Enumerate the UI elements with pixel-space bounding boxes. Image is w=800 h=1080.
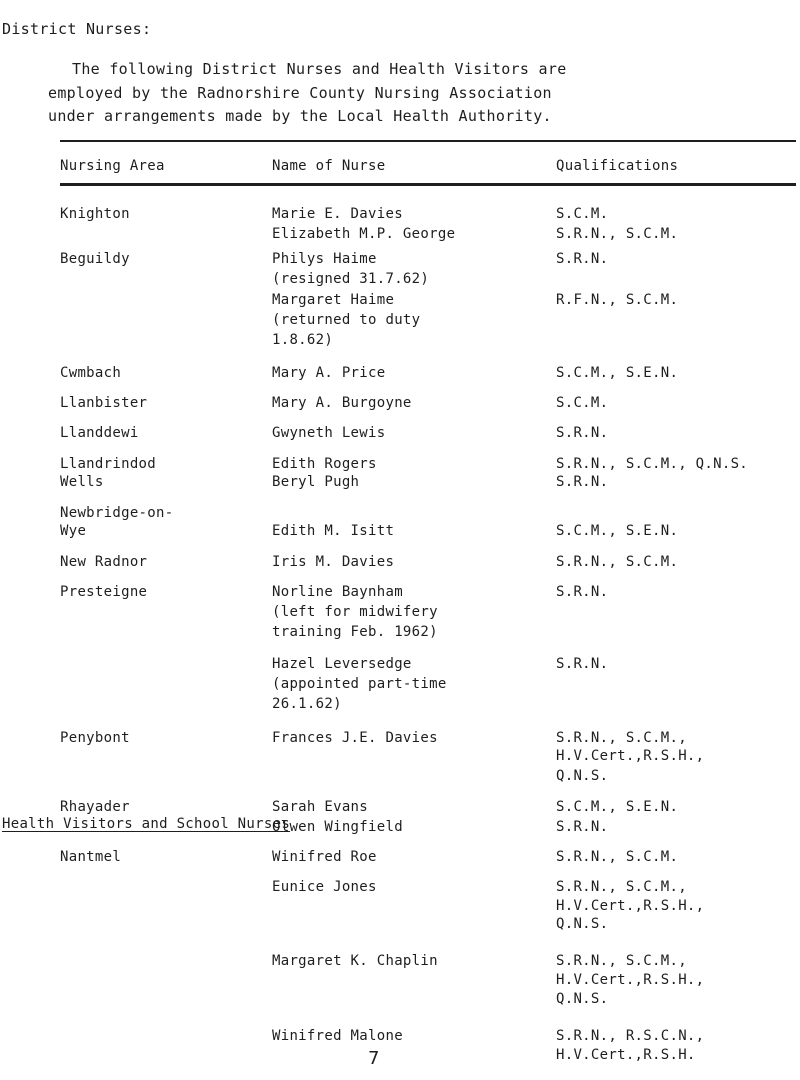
nurse-name: Edith M. Isitt [272,523,395,539]
qualifications: S.C.M., S.E.N. [556,799,679,815]
qualifications: S.R.N. [556,251,609,267]
nursing-area: Wells [60,474,104,490]
nursing-area: Knighton [60,206,130,222]
qualifications: R.F.N., S.C.M. [556,292,679,308]
visitor-qualifications: H.V.Cert.,R.S.H. [556,1047,696,1063]
nurse-name: Beryl Pugh [272,474,360,490]
qualifications: S.R.N. [556,819,609,835]
nurse-name: Mary A. Price [272,365,386,381]
visitor-qualifications: Q.N.S. [556,991,609,1007]
visitor-qualifications: Q.N.S. [556,916,609,932]
nurse-name: 26.1.62) [272,696,342,712]
nursing-area: Rhayader [60,799,130,815]
qualifications: S.R.N., S.C.M. [556,554,679,570]
qualifications: S.R.N., S.C.M. [556,849,679,865]
visitor-qualifications: S.R.N., R.S.C.N., [556,1028,705,1044]
nursing-area: Llandrindod [60,456,157,472]
nurse-name: Philys Haime [272,251,377,267]
nursing-area: Newbridge-on- [60,505,174,521]
qualifications: S.R.N. [556,425,609,441]
nurse-name: (returned to duty [272,312,421,328]
section-title-health-visitors: Health Visitors and School Nurses [2,816,291,832]
qualifications: S.R.N. [556,584,609,600]
column-header-name: Name of Nurse [272,158,386,174]
nurse-name: Margaret Haime [272,292,395,308]
nursing-area: New Radnor [60,554,148,570]
visitor-qualifications: S.R.N., S.C.M., [556,879,687,895]
qualifications: Q.N.S. [556,768,609,784]
nursing-area: Nantmel [60,849,122,865]
visitor-name: Winifred Malone [272,1028,403,1044]
nurse-name: 1.8.62) [272,332,334,348]
intro-line-1: The following District Nurses and Health Visitors are [72,60,567,78]
nurse-name: Hazel Leversedge [272,656,412,672]
nurse-name: Iris M. Davies [272,554,395,570]
nurse-name: Winifred Roe [272,849,377,865]
nursing-area: Penybont [60,730,130,746]
visitor-qualifications: S.R.N., S.C.M., [556,953,687,969]
nurse-name: Gwyneth Lewis [272,425,386,441]
header-rule-bottom [60,183,796,186]
nurse-name: Mary A. Burgoyne [272,395,412,411]
qualifications: S.R.N., S.C.M., Q.N.S. [556,456,749,472]
nurse-name: Marie E. Davies [272,206,403,222]
visitor-qualifications: H.V.Cert.,R.S.H., [556,972,705,988]
nursing-area: Beguildy [60,251,130,267]
nurse-name: Edith Rogers [272,456,377,472]
column-header-area: Nursing Area [60,158,165,174]
qualifications: S.C.M., S.E.N. [556,523,679,539]
visitor-name: Margaret K. Chaplin [272,953,438,969]
qualifications: S.C.M., S.E.N. [556,365,679,381]
qualifications: S.C.M. [556,206,609,222]
header-rule-top [60,140,796,142]
qualifications: S.R.N. [556,474,609,490]
nurse-name: (resigned 31.7.62) [272,271,430,287]
qualifications: S.R.N., S.C.M. [556,226,679,242]
nurse-name: Elizabeth M.P. George [272,226,456,242]
visitor-qualifications: H.V.Cert.,R.S.H., [556,898,705,914]
nurse-name: (left for midwifery [272,604,438,620]
nursing-area: Presteigne [60,584,148,600]
visitor-name: Eunice Jones [272,879,377,895]
nurse-name: Frances J.E. Davies [272,730,438,746]
nurse-name: Norline Baynham [272,584,403,600]
nursing-area: Cwmbach [60,365,122,381]
qualifications: S.R.N., S.C.M., [556,730,687,746]
nurse-name: Olwen Wingfield [272,819,403,835]
intro-line-2: employed by the Radnorshire County Nursing Association [48,84,552,102]
intro-line-3: under arrangements made by the Local Health Authority. [48,107,552,125]
page-number: 7 [368,1048,380,1069]
nursing-area: Wye [60,523,87,539]
nursing-area: Llanddewi [60,425,139,441]
nurse-name: (appointed part-time [272,676,447,692]
nurse-name: training Feb. 1962) [272,624,438,640]
page-title: District Nurses: [2,20,152,38]
qualifications: S.R.N. [556,656,609,672]
qualifications: H.V.Cert.,R.S.H., [556,748,705,764]
nursing-area: Llanbister [60,395,148,411]
nurse-name: Sarah Evans [272,799,369,815]
qualifications: S.C.M. [556,395,609,411]
column-header-qualifications: Qualifications [556,158,679,174]
